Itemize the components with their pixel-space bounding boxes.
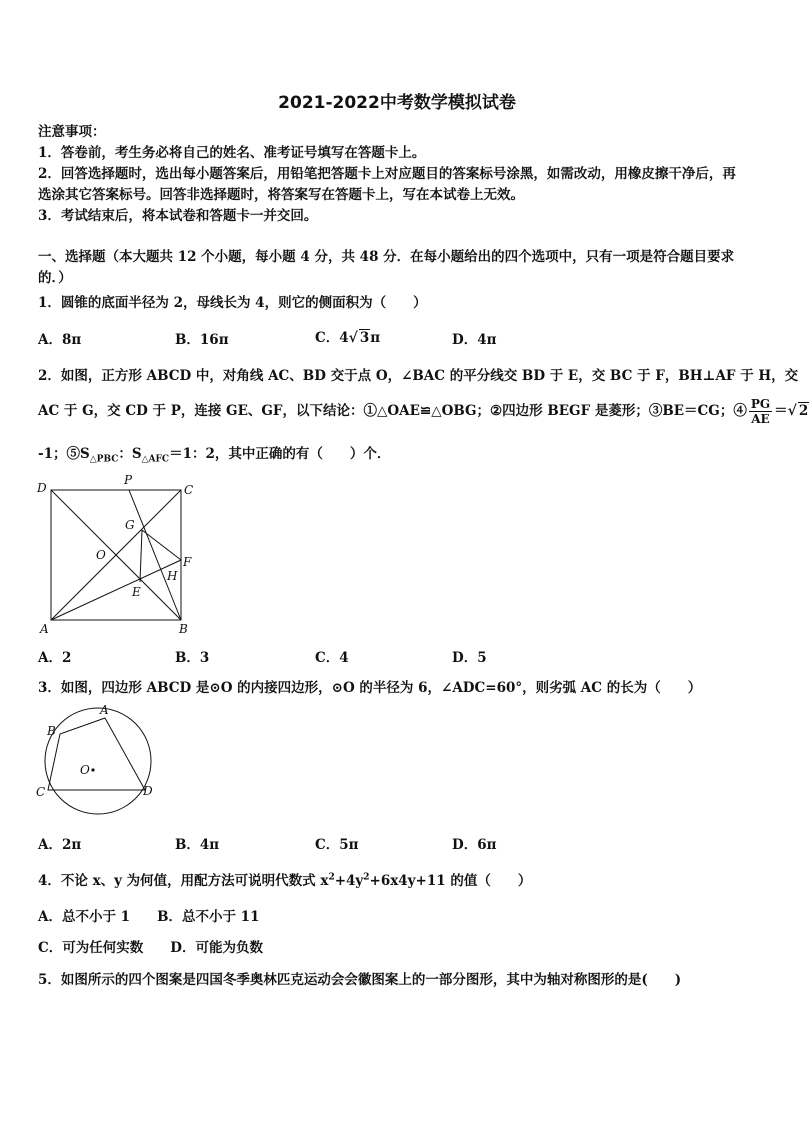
- notice-item: 3．考试结束后，将本试卷和答题卡一并交回。: [38, 208, 318, 224]
- label-o: O: [80, 763, 90, 777]
- q2-option-c: C．4: [315, 650, 349, 666]
- line-af: [51, 560, 181, 620]
- q3-text: 3．如图，四边形 ABCD 是⊙O 的内接四边形，⊙O 的半径为 6，∠ADC=60°，则劣弧 AC 的长为（ ）: [38, 680, 702, 696]
- q1-option-c: C．4√ 3π: [315, 330, 381, 346]
- label-a: A: [40, 622, 49, 636]
- section-heading: 一、选择题（本大题共 12 个小题，每小题 4 分，共 48 分．在每小题给出的四个选项中，只有一项是符合题目要求: [38, 249, 735, 265]
- q4-text: 4．不论 x、y 为何值，用配方法可说明代数式 $x^2+4y^2+6x4y+11$ 的值（ ）: [38, 872, 532, 889]
- line-gf: [142, 530, 181, 560]
- label-b: B: [179, 622, 188, 636]
- q3-option-b: B．4π: [175, 837, 220, 853]
- notice-item: 选涂其它答案标号。回答非选择题时，将答案写在答题卡上，写在本试卷上无效。: [38, 187, 524, 203]
- q4-options-ab: A．总不小于 1 B．总不小于 11: [38, 909, 260, 925]
- label-a: A: [100, 703, 109, 717]
- label-g: G: [125, 518, 135, 532]
- label-p: P: [124, 473, 133, 487]
- q3-option-a: A．2π: [38, 837, 82, 853]
- notice-heading: 注意事项：: [38, 124, 106, 140]
- q1-text: 1．圆锥的底面半径为 2，母线长为 4，则它的侧面积为（ ）: [38, 295, 427, 311]
- label-o: O: [96, 548, 106, 562]
- page-title: 2021-2022中考数学模拟试卷: [278, 93, 516, 113]
- q2-line2: AC 于 G，交 CD 于 P，连接 GE、GF，以下结论：①△OAE≌△OBG；②四边形 BEGF 是菱形；③BE＝CG；④ $\frac{PG}{AE}$ ＝√ 2: [38, 397, 809, 426]
- label-b: B: [47, 724, 56, 738]
- label-d: D: [143, 784, 153, 798]
- notice-item: 1．答卷前，考生务必将自己的姓名、准考证号填写在答题卡上。: [38, 145, 426, 161]
- q4-options-cd: C．可为任何实数 D．可能为负数: [38, 940, 263, 956]
- q3-option-d: D．6π: [452, 837, 497, 853]
- center-o: [91, 768, 94, 771]
- circle-o: [45, 708, 151, 814]
- q1-option-b: B．16π: [175, 332, 229, 348]
- label-c: C: [36, 785, 46, 799]
- label-e: E: [132, 585, 141, 599]
- label-h: H: [167, 569, 178, 583]
- q3-option-c: C．5π: [315, 837, 359, 853]
- q3-circle-figure: [30, 702, 165, 802]
- line-bp: [129, 490, 181, 620]
- q5-text: 5．如图所示的四个图案是四国冬季奥林匹克运动会会徽图案上的一部分图形，其中为轴对称图形的是( ): [38, 972, 682, 988]
- q2-option-d: D．5: [452, 650, 487, 666]
- notice-item: 2．回答选择题时，选出每小题答案后，用铅笔把答题卡上对应题目的答案标号涂黑，如需改动，用橡皮擦干净后，再: [38, 166, 736, 182]
- q2-fraction: $\frac{PG}{AE}$: [750, 397, 771, 426]
- label-d: D: [37, 481, 47, 495]
- q2-line1: 2．如图，正方形 ABCD 中，对角线 AC、BD 交于点 O，∠BAC 的平分线交 BD 于 E，交 BC 于 F，BH⊥AF 于 H，交: [38, 368, 799, 384]
- label-c: C: [184, 483, 194, 497]
- section-heading-cont: 的．）: [38, 270, 72, 286]
- label-f: F: [183, 555, 192, 569]
- q1-option-d: D．4π: [452, 332, 497, 348]
- quadrilateral-abcd: [48, 718, 145, 790]
- q1-option-a: A．8π: [38, 332, 82, 348]
- line-ge: [140, 530, 142, 582]
- q2-line3: -1；$⑤S_{\triangle PBC}$：$S_{\triangle AFC}=1$：2，其中正确的有（ ）个．: [38, 446, 391, 465]
- q2-option-a: A．2: [38, 650, 72, 666]
- q2-square-figure: [30, 472, 210, 640]
- q2-option-b: B．3: [175, 650, 210, 666]
